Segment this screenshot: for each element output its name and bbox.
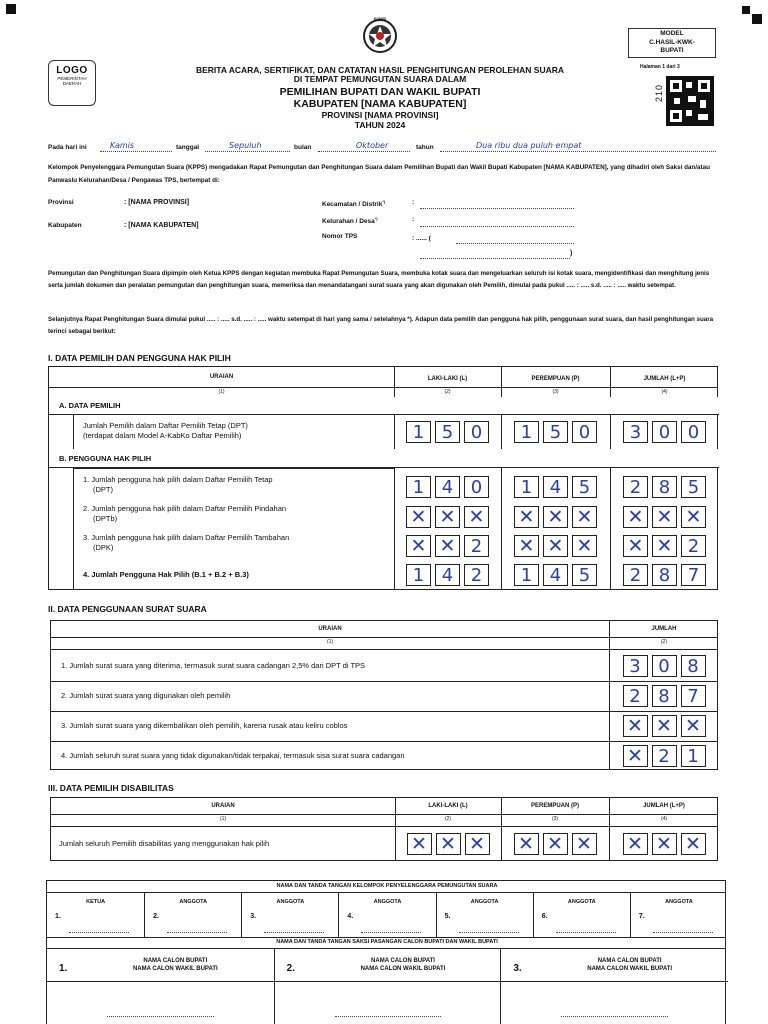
- digit-box[interactable]: 1: [514, 564, 539, 586]
- title-line-6: TAHUN 2024: [354, 120, 406, 130]
- digit-box[interactable]: ✕: [681, 506, 706, 528]
- model-label-2: C.HASIL-KWK-: [649, 38, 695, 46]
- intro-paragraph: Kelompok Penyelenggara Pemungutan Suara (KPPS) mengadakan Rapat Pemungutan dan Penghitungan Suara dalam Pemilihan Bupati dan Wakil Bupati Kabupaten [NAMA KABUPATEN], yang dihadiri oleh Saksi dan/atau Panwaslu Kelurahan/Desa / Pengawas TPS, bertempat di:: [48, 164, 710, 184]
- bulan-label: bulan: [294, 144, 312, 151]
- s1-b1-line2: (DPT): [93, 485, 113, 494]
- logo-title: LOGO: [56, 65, 88, 76]
- digit-box[interactable]: ✕: [652, 535, 677, 557]
- s1-b4-p[interactable]: [501, 561, 610, 589]
- s1-b2-l[interactable]: [394, 503, 501, 530]
- digit-box[interactable]: 3: [623, 655, 648, 677]
- saksi-signature-line[interactable]: [561, 1016, 668, 1017]
- kpps-role-label: ANGGOTA: [179, 899, 208, 905]
- digit-box[interactable]: ✕: [435, 535, 460, 557]
- s3-row-label: Jumlah seluruh Pemilih disabilitas yang menggunakan hak pilih: [59, 839, 270, 848]
- s1-b3-line2: (DPK): [93, 543, 114, 552]
- digit-box[interactable]: ✕: [514, 833, 539, 855]
- saksi-number: 1.: [59, 963, 68, 974]
- kecamatan-label: Kecamatan / Distrik*): [322, 199, 386, 209]
- page-number: Halaman 1 dari 3: [640, 64, 680, 70]
- digit-box[interactable]: 8: [652, 476, 677, 498]
- tps-address-field-2[interactable]: [420, 250, 573, 259]
- s2-r4-value[interactable]: [609, 742, 719, 770]
- digit-box[interactable]: ✕: [514, 506, 539, 528]
- kpps-signature-line[interactable]: [556, 932, 616, 933]
- digit-box[interactable]: 3: [623, 421, 648, 443]
- digit-box[interactable]: 1: [514, 421, 539, 443]
- digit-box[interactable]: 0: [681, 421, 706, 443]
- s2-num-1: (1): [326, 639, 334, 645]
- digit-box[interactable]: 8: [681, 655, 706, 677]
- kpps-number: 4.: [347, 913, 354, 920]
- s1-b4-l[interactable]: [394, 561, 501, 589]
- s1-col-j: JUMLAH (L+P): [643, 376, 686, 382]
- s1-b-inner-frame: [73, 468, 394, 589]
- kpps-number: 7.: [638, 913, 645, 920]
- kpps-signature-line[interactable]: [361, 932, 421, 933]
- digit-box[interactable]: 8: [652, 564, 677, 586]
- corner-marker-top-left: [6, 4, 16, 14]
- digit-box[interactable]: ✕: [406, 535, 431, 557]
- tahun-label: tahun: [416, 144, 434, 151]
- emblem-text: KOMISI: [373, 17, 387, 21]
- digit-box[interactable]: ✕: [464, 506, 489, 528]
- tanggal-value: Sepuluh: [229, 141, 262, 150]
- section-1-table: [48, 366, 718, 590]
- saksi-divider: [275, 981, 502, 982]
- saksi-wakil-label: NAMA CALON WAKIL BUPATI: [360, 966, 446, 972]
- kelurahan-field[interactable]: [420, 219, 574, 227]
- s3-j[interactable]: [609, 828, 719, 860]
- s1-b4-j[interactable]: [610, 561, 719, 589]
- digit-box[interactable]: ✕: [406, 506, 431, 528]
- s3-col-j: JUMLAH (L+P): [643, 803, 685, 809]
- s1-a-l[interactable]: [394, 415, 501, 449]
- kpps-number: 2.: [153, 913, 159, 920]
- digit-box[interactable]: 5: [543, 421, 568, 443]
- digit-box[interactable]: 4: [543, 564, 568, 586]
- kelurahan-footnote: *): [374, 216, 378, 221]
- kpps-signature-line[interactable]: [167, 932, 227, 933]
- kpps-number: 1.: [55, 913, 61, 920]
- kpps-role-label: ANGGOTA: [276, 899, 305, 905]
- provinsi-label: Provinsi: [48, 199, 74, 206]
- s1-b3-l[interactable]: [394, 532, 501, 559]
- digit-box[interactable]: ✕: [623, 715, 648, 737]
- s1-b2-line1: 2. Jumlah pengguna hak pilih dalam Daftar Pemilih Pindahan: [83, 504, 287, 513]
- title-line-2: DI TEMPAT PEMUNGUTAN SUARA DALAM: [293, 74, 467, 84]
- digit-box[interactable]: 5: [435, 421, 460, 443]
- kpps-signature-cell[interactable]: [338, 892, 435, 937]
- tahun-field[interactable]: [440, 141, 716, 152]
- pada-hari-ini-label: Pada hari ini: [48, 144, 87, 151]
- section-2-table: [50, 620, 718, 770]
- hari-field[interactable]: [100, 141, 172, 152]
- saksi-wakil-label: NAMA CALON WAKIL BUPATI: [587, 966, 673, 972]
- kpps-signature-cell[interactable]: [630, 892, 727, 937]
- digit-box[interactable]: ✕: [543, 833, 568, 855]
- saksi-bupati-label: NAMA CALON BUPATI: [371, 958, 435, 964]
- s2-num-2: (2): [660, 639, 668, 645]
- s1-a-title: A. DATA PEMILIH: [49, 397, 719, 415]
- section-2-title: II. DATA PENGGUNAAN SURAT SUARA: [48, 604, 207, 614]
- section-1-title: I. DATA PEMILIH DAN PENGGUNA HAK PILIH: [48, 353, 231, 363]
- s3-num-3: (3): [551, 816, 559, 822]
- tps-close: ): [570, 250, 573, 257]
- digit-box[interactable]: 0: [464, 421, 489, 443]
- s2-r3-label: 3. Jumlah surat suara yang dikembalikan oleh pemilih, karena rusak atau keliru coblos: [61, 721, 348, 730]
- digit-box[interactable]: 8: [652, 685, 677, 707]
- digit-box[interactable]: 0: [572, 421, 597, 443]
- digit-box[interactable]: 7: [681, 685, 706, 707]
- saksi-signature-line[interactable]: [335, 1016, 442, 1017]
- kpps-signature-line[interactable]: [653, 932, 713, 933]
- qr-code: [666, 76, 714, 126]
- s2-r4-label: 4. Jumlah seluruh surat suara yang tidak digunakan/tidak terpakai, termasuk sisa surat suara cadangan: [61, 751, 405, 760]
- digit-box[interactable]: ✕: [543, 535, 568, 557]
- kpps-role-label: ANGGOTA: [665, 899, 693, 905]
- digit-box[interactable]: 1: [406, 421, 431, 443]
- model-label-3: BUPATI: [660, 47, 684, 54]
- s3-col-p: PEREMPUAN (P): [530, 803, 579, 809]
- kpps-number: 6.: [541, 913, 548, 920]
- digit-box[interactable]: 5: [681, 476, 706, 498]
- digit-box[interactable]: ✕: [681, 833, 706, 855]
- digit-box[interactable]: 2: [464, 564, 489, 586]
- saksi-divider: [501, 981, 728, 982]
- digit-box[interactable]: ✕: [572, 833, 597, 855]
- kpps-role-label: ANGGOTA: [373, 899, 402, 905]
- s1-a-row-line1: Jumlah Pemilih dalam Daftar Pemilih Tetap (DPT): [83, 421, 248, 430]
- model-box: [628, 28, 716, 58]
- digit-box[interactable]: 2: [623, 685, 648, 707]
- s1-a-p[interactable]: [501, 415, 610, 449]
- digit-box[interactable]: 7: [681, 564, 706, 586]
- digit-box[interactable]: ✕: [407, 833, 432, 855]
- qr-code-label: 210: [654, 83, 664, 102]
- saksi-signature-cell[interactable]: [274, 948, 501, 1024]
- digit-box[interactable]: 5: [572, 476, 597, 498]
- digit-box[interactable]: 1: [406, 564, 431, 586]
- digit-box[interactable]: ✕: [652, 715, 677, 737]
- kpps-number: 3.: [250, 913, 257, 920]
- s2-r2-value[interactable]: [609, 682, 719, 710]
- s3-num-4: (4): [660, 816, 668, 822]
- s1-num-1: (1): [218, 389, 225, 395]
- kecamatan-colon: :: [412, 199, 415, 206]
- digit-box[interactable]: 0: [464, 476, 489, 498]
- digit-box[interactable]: ✕: [572, 535, 597, 557]
- s1-col-l: LAKI-LAKI (L): [427, 376, 468, 382]
- s1-num-4: (4): [661, 389, 668, 395]
- s3-num-1: (1): [219, 816, 227, 822]
- s1-b4-label: 4. Jumlah Pengguna Hak Pilih (B.1 + B.2 + B.3): [83, 570, 249, 579]
- s2-col-uraian: URAIAN: [318, 626, 342, 632]
- logo-sub2: DAERAH: [62, 81, 82, 86]
- s1-b1-l[interactable]: [394, 473, 501, 500]
- tps-number[interactable]: : ...... (: [412, 235, 431, 242]
- corner-marker-top-right-2: [752, 14, 762, 24]
- s1-b1-p[interactable]: [501, 473, 610, 500]
- digit-box[interactable]: 1: [514, 476, 539, 498]
- kabupaten-value: : [NAMA KABUPATEN]: [124, 222, 199, 229]
- digit-box[interactable]: ✕: [435, 506, 460, 528]
- tanggal-field[interactable]: [205, 141, 290, 152]
- section-3-table: [50, 797, 718, 861]
- kpps-signature-cell[interactable]: [436, 892, 533, 937]
- saksi-divider: [47, 981, 274, 982]
- digit-box[interactable]: 2: [623, 564, 648, 586]
- digit-box[interactable]: ✕: [623, 745, 648, 767]
- saksi-signature-line[interactable]: [107, 1016, 214, 1017]
- title-line-3: PEMILIHAN BUPATI DAN WAKIL BUPATI: [279, 86, 481, 98]
- kpps-signature-line[interactable]: [69, 932, 129, 933]
- s1-b1-j[interactable]: [610, 473, 719, 500]
- s1-b2-j[interactable]: [610, 503, 719, 530]
- digit-box[interactable]: 1: [406, 476, 431, 498]
- provinsi-value: : [NAMA PROVINSI]: [124, 199, 190, 206]
- kecamatan-footnote: *): [382, 199, 386, 204]
- kelurahan-colon: :: [412, 216, 415, 223]
- digit-box[interactable]: ✕: [465, 833, 490, 855]
- digit-box[interactable]: ✕: [623, 506, 648, 528]
- kpps-role-label: KETUA: [86, 899, 106, 905]
- body-paragraph-2: Selanjutnya Rapat Penghitungan Suara dimulai pukul ..... : ..... s.d. ..... : ..... waktu setempat di hari yang sama / setelahnya *). Adapun data pemilih dan pengguna hak pilih, penggunaan surat suara, dan hasil penghitungan suara terinci sebagai berikut:: [48, 316, 714, 335]
- digit-box[interactable]: 5: [572, 564, 597, 586]
- saksi-wakil-label: NAMA CALON WAKIL BUPATI: [132, 966, 218, 972]
- s1-b1-line1: 1. Jumlah pengguna hak pilih dalam Daftar Pemilih Tetap: [83, 475, 273, 484]
- saksi-signature-cell[interactable]: [500, 948, 727, 1024]
- s1-b3-j[interactable]: [610, 532, 719, 559]
- s2-col-j: JUMLAH: [651, 626, 677, 632]
- s3-p[interactable]: [501, 828, 609, 860]
- tps-address-field[interactable]: [456, 236, 574, 244]
- s1-num-3: (3): [552, 389, 559, 395]
- kpps-signature-cell[interactable]: [533, 892, 630, 937]
- tps-label: Nomor TPS: [322, 233, 358, 240]
- digit-box[interactable]: 0: [652, 421, 677, 443]
- s2-r1-value[interactable]: [609, 651, 719, 680]
- section-3-title: III. DATA PEMILIH DISABILITAS: [48, 783, 174, 793]
- saksi-signature-cell[interactable]: [47, 948, 274, 1024]
- kpps-signature-cell[interactable]: [47, 892, 144, 937]
- s1-b2-p[interactable]: [501, 503, 610, 530]
- kpps-signature-cell[interactable]: [241, 892, 338, 937]
- s3-l[interactable]: [395, 828, 501, 860]
- digit-box[interactable]: ✕: [681, 715, 706, 737]
- kabupaten-label: Kabupaten: [48, 222, 82, 229]
- digit-box[interactable]: ✕: [514, 535, 539, 557]
- tanggal-label: tanggal: [176, 144, 200, 151]
- kpps-number: 5.: [444, 913, 451, 920]
- digit-box[interactable]: 0: [652, 655, 677, 677]
- digit-box[interactable]: 2: [464, 535, 489, 557]
- kpps-signature-cell[interactable]: [144, 892, 241, 937]
- digit-box[interactable]: ✕: [652, 833, 677, 855]
- digit-box[interactable]: 2: [681, 535, 706, 557]
- s1-col-uraian: URAIAN: [209, 374, 234, 380]
- s1-b2-line2: (DPTb): [93, 514, 118, 523]
- s1-a-row-line2: (terdapat dalam Model A-KabKo Daftar Pemilih): [83, 431, 242, 440]
- saksi-bupati-label: NAMA CALON BUPATI: [143, 958, 208, 964]
- tahun-value: Dua ribu dua puluh empat: [476, 141, 582, 150]
- s1-b3-p[interactable]: [501, 532, 610, 559]
- title-line-5: PROVINSI [NAMA PROVINSI]: [321, 110, 439, 120]
- kpps-signature-title: NAMA DAN TANDA TANGAN KELOMPOK PENYELENGGARA PEMUNGUTAN SUARA: [276, 883, 498, 889]
- title-line-1: BERITA ACARA, SERTIFIKAT, DAN CATATAN HASIL PENGHITUNGAN PEROLEHAN SUARA: [195, 65, 564, 75]
- kpu-emblem: [362, 16, 398, 56]
- digit-box[interactable]: ✕: [543, 506, 568, 528]
- digit-box[interactable]: ✕: [436, 833, 461, 855]
- digit-box[interactable]: ✕: [652, 506, 677, 528]
- digit-box[interactable]: 1: [681, 745, 706, 767]
- kelurahan-label: Kelurahan / Desa*): [322, 216, 378, 226]
- digit-box[interactable]: ✕: [623, 833, 648, 855]
- logo-box: [48, 60, 96, 106]
- body-paragraph-1: Pemungutan dan Penghitungan Suara dipimpin oleh Ketua KPPS dengan kegiatan membuka Rapat Pemungutan Suara, membuka kotak suara dan mengeluarkan seluruh isi kotak suara, mengidentifikasi dan menghitung jenis serta jumlah dokumen dan peralatan pemungutan dan penghitungan suara, memeriksa dan menandatangani surat suara yang akan digunakan oleh Pemilih, dimulai pada pukul ..... : ..... s.d. ..... : ..... waktu setempat.: [48, 270, 710, 289]
- kpps-signature-line[interactable]: [264, 932, 324, 933]
- saksi-number: 2.: [286, 963, 295, 974]
- logo-sub1: PEMERINTAH: [57, 76, 87, 81]
- s1-a-j[interactable]: [610, 415, 719, 449]
- kpps-role-label: ANGGOTA: [567, 899, 596, 905]
- signature-panel: [46, 880, 726, 1024]
- hari-value: Kamis: [110, 141, 135, 150]
- s1-b3-line1: 3. Jumlah pengguna hak pilih dalam Daftar Pemilih Tambahan: [83, 533, 290, 542]
- corner-marker-top-right: [742, 6, 750, 14]
- kecamatan-field[interactable]: [420, 201, 574, 209]
- digit-box[interactable]: ✕: [623, 535, 648, 557]
- saksi-number: 3.: [513, 963, 522, 974]
- saksi-bupati-label: NAMA CALON BUPATI: [597, 958, 662, 964]
- digit-box[interactable]: 2: [652, 745, 677, 767]
- model-label-1: MODEL: [660, 30, 684, 37]
- kpps-role-label: ANGGOTA: [470, 899, 499, 905]
- s3-num-2: (2): [444, 816, 452, 822]
- title-line-4: KABUPATEN [NAMA KABUPATEN]: [293, 98, 467, 110]
- saksi-signature-title: NAMA DAN TANDA TANGAN SAKSI PASANGAN CALON BUPATI DAN WAKIL BUPATI: [276, 939, 498, 945]
- s3-col-l: LAKI-LAKI (L): [428, 803, 468, 809]
- digit-box[interactable]: 4: [435, 564, 460, 586]
- bulan-field[interactable]: [318, 141, 410, 152]
- digit-box[interactable]: 4: [543, 476, 568, 498]
- s1-num-2: (2): [444, 389, 451, 395]
- digit-box[interactable]: 2: [623, 476, 648, 498]
- s1-a-inner-frame: [73, 415, 394, 449]
- s2-r2-label: 2. Jumlah surat suara yang digunakan oleh pemilih: [61, 691, 231, 700]
- digit-box[interactable]: ✕: [572, 506, 597, 528]
- s2-r3-value[interactable]: [609, 712, 719, 740]
- kpps-signature-line[interactable]: [459, 932, 519, 933]
- s1-b-title: B. PENGGUNA HAK PILIH: [49, 449, 719, 468]
- s1-col-p: PEREMPUAN (P): [531, 376, 580, 382]
- s3-col-uraian: URAIAN: [211, 803, 235, 809]
- digit-box[interactable]: 4: [435, 476, 460, 498]
- s2-r1-label: 1. Jumlah surat suara yang diterima, termasuk surat suara cadangan 2,5% dari DPT di TPS: [61, 661, 366, 670]
- bulan-value: Oktober: [356, 141, 389, 150]
